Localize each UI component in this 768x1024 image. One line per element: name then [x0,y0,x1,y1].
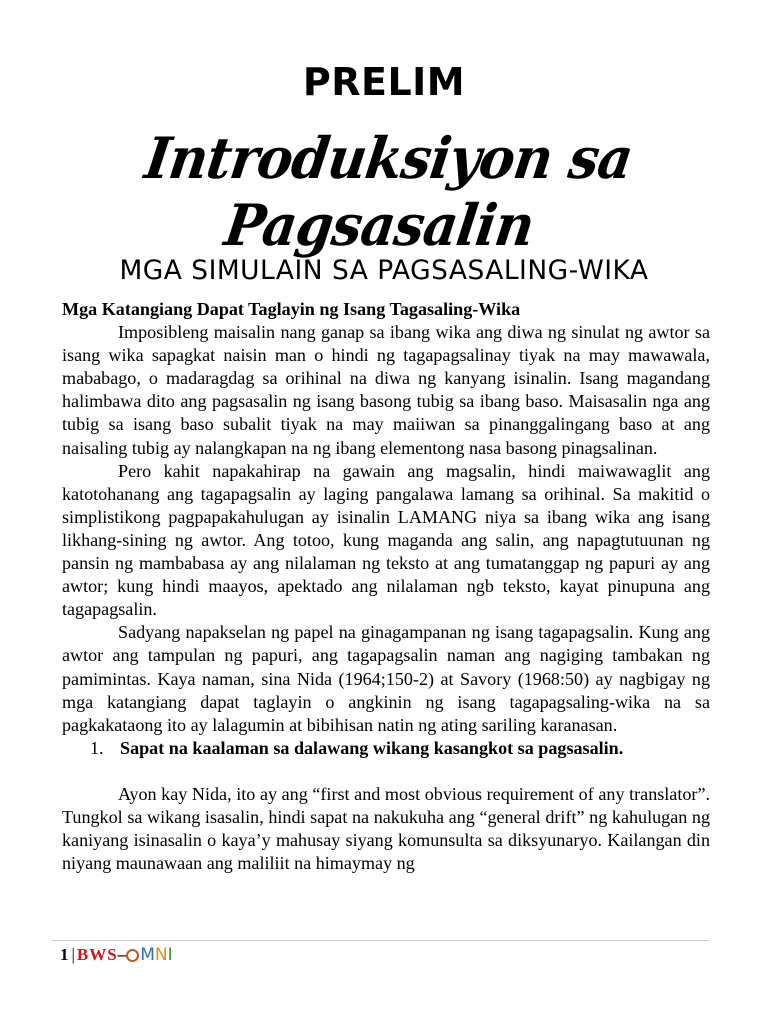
o-ring-icon [126,949,139,962]
brand-dash: – [117,945,127,964]
brand-omni-letters [140,945,172,965]
brand-bws: BWS [76,945,118,964]
list-number: 1. [90,737,104,758]
document-body [62,298,710,875]
paragraph: Ayon kay Nida, ito ay ang “first and most obvious requirement of any translator”. Tungkol sa wikang isasalin, hindi sapat na nakukuha ang “general drift” ng kahulugan ng kaniyang isinasalin o kaya’y mahusay siyang komunsulta sa diksyunaryo. Kailangan din niyang maunawaan ang maliliit na himaymay ng [62,783,710,874]
paragraph: Sadyang napakselan ng papel na ginagampanan ng isang tagapagsalin. Kung ang awtor ang tampulan ng papuri, ang tagapagsalin naman ang nagiging tambakan ng pamimintas. Kaya naman, sina Nida (1964;150-2) at Savory (1968:50) ay nagbigay ng mga katangiang dapat taglayin o angkinin ng isang tagapagsaling-wika na sa pagkakataong ito ay lalagumin at bibihisan natin ng ating sariling karanasan. [62,622,710,735]
paragraph: Imposibleng maisalin nang ganap sa ibang wika ang diwa ng sinulat ng awtor sa isang wika sapagkat naisin man o hindi ng tagapagsalinay tiyak na may mawawala, mababago, o madaragdag sa orihinal na diwa ng kanyang isinalin. Isang magandang halimbawa dito ang pagsasalin ng isang basong tubig sa ibang baso. Maisasalin nga ang tubig sa isang baso subalit tiyak na may maiiwan sa pinanggalingang baso at ang naisaling tubig ay nalangkapan na ng ibang elementong nasa basong pinagsalinan. [62,322,710,458]
page-number: 1 [60,945,69,964]
numbered-list-item [62,737,710,760]
page-footer [60,945,173,965]
document-title: Introduksiyon sa Pagsasalin [141,125,637,259]
list-item-text: Sapat na kaalaman sa dalawang wikang kasangkot sa pagsasalin. [120,737,624,758]
footer-divider [52,940,710,941]
paragraph: Pero kahit napakahirap na gawain ang magsalin, hindi maiwawaglit ang katotohanang ang tagapagsalin ay laging pangalawa lamang sa orihinal. Sa makitid o simplistikong pagpapakahulugan ay isinalin LAMANG niya sa ibang wika ang isang likhang-sining ng awtor. Ang totoo, kung maganda ang salin, ang napagtutuunan ng pansin ng mambabasa ay ang nilalaman ng teksto at ang tumatanggap ng papuri ay ang awtor; kung hindi maayos, apektado ang nilalaman ngb teksto, kayat pinupuna ang tagapagsalin. [62,460,710,620]
subheading: Mga Katangiang Dapat Taglayin ng Isang Tagasaling-Wika [62,299,521,319]
brand-omni-logo [126,945,172,965]
page-label-prelim: PRELIM [302,60,466,104]
section-heading: MGA SIMULAIN SA PAGSASALING-WIKA [119,255,649,286]
brand-letter: M [140,945,155,965]
brand-letter: I [167,945,173,965]
footer-separator: | [71,945,75,964]
spacer [62,760,710,783]
brand-letter: N [154,945,168,965]
